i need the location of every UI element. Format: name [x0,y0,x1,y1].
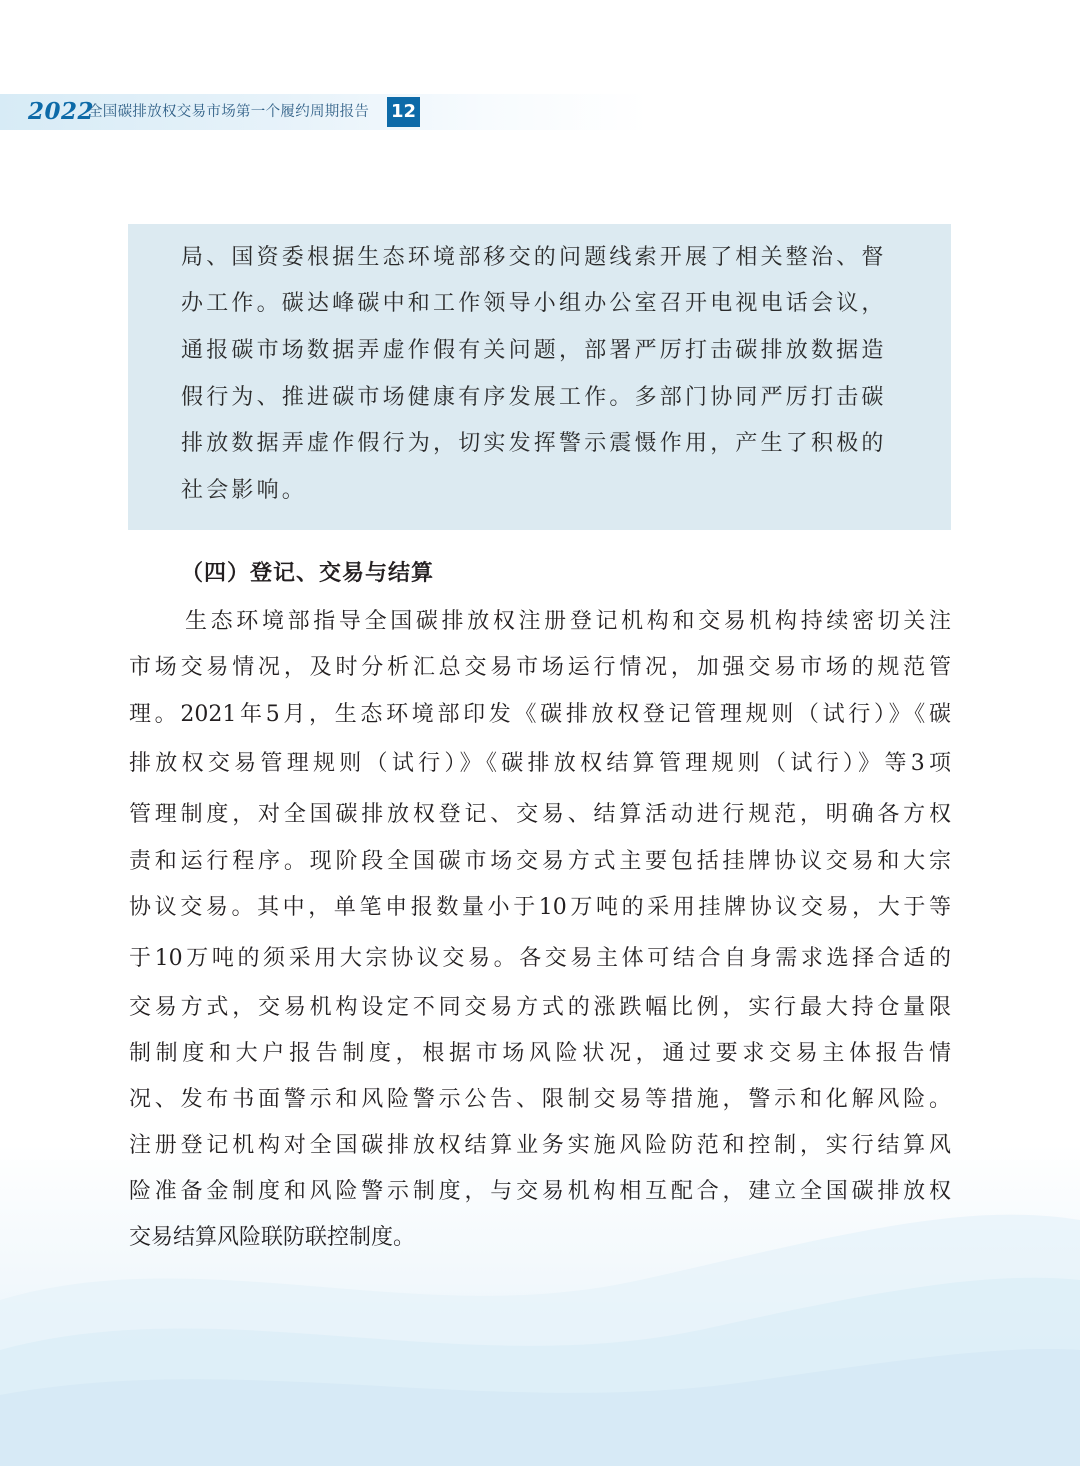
body-line: 制制度和大户报告制度，根据市场风险状况，通过要求交易主体报告情 [129,1041,951,1066]
body-line: 交易结算风险联防联控制度。 [129,1225,416,1250]
body-line: 生态环境部指导全国碳排放权注册登记机构和交易机构持续密切关注 [185,609,951,634]
callout-line: 通报碳市场数据弄虚作假有关问题，部署严厉打击碳排放数据造 [181,338,887,363]
body-line: 况、发布书面警示和风险警示公告、限制交易等措施，警示和化解风险。 [129,1087,951,1112]
body-line: 管理制度，对全国碳排放权登记、交易、结算活动进行规范，明确各方权 [129,802,951,827]
body-line: 交易方式，交易机构设定不同交易方式的涨跌幅比例，实行最大持仓量限 [129,995,951,1020]
callout-line: 排放数据弄虚作假行为，切实发挥警示震慑作用，产生了积极的 [181,431,887,456]
callout-line: 局、国资委根据生态环境部移交的问题线索开展了相关整治、督 [181,245,887,270]
body-line: 市场交易情况，及时分析汇总交易市场运行情况，加强交易市场的规范管 [129,655,951,680]
callout-line: 社会影响。 [181,478,308,503]
callout-line: 假行为、推进碳市场健康有序发展工作。多部门协同严厉打击碳 [181,385,887,410]
report-year: 2022 [28,98,95,125]
body-line: 责和运行程序。现阶段全国碳市场交易方式主要包括挂牌协议交易和大宗 [129,849,951,874]
body-line: 排放权交易管理规则（试行）》《碳排放权结算管理规则（试行）》等3项 [129,751,951,776]
callout-line: 办工作。碳达峰碳中和工作领导小组办公室召开电视电话会议， [181,291,887,316]
report-title: 全国碳排放权交易市场第一个履约周期报告 [88,104,370,120]
body-line: 于10万吨的须采用大宗协议交易。各交易主体可结合自身需求选择合适的 [129,946,951,971]
section-heading: （四）登记、交易与结算 [181,561,435,586]
body-line: 理。2021年5月，生态环境部印发《碳排放权登记管理规则（试行）》《碳 [129,702,951,727]
body-line: 注册登记机构对全国碳排放权结算业务实施风险防范和控制，实行结算风 [129,1133,951,1158]
body-line: 协议交易。其中，单笔申报数量小于10万吨的采用挂牌协议交易，大于等 [129,895,951,920]
body-line: 险准备金制度和风险警示制度，与交易机构相互配合，建立全国碳排放权 [129,1179,951,1204]
page-number-badge: 12 [387,97,420,127]
